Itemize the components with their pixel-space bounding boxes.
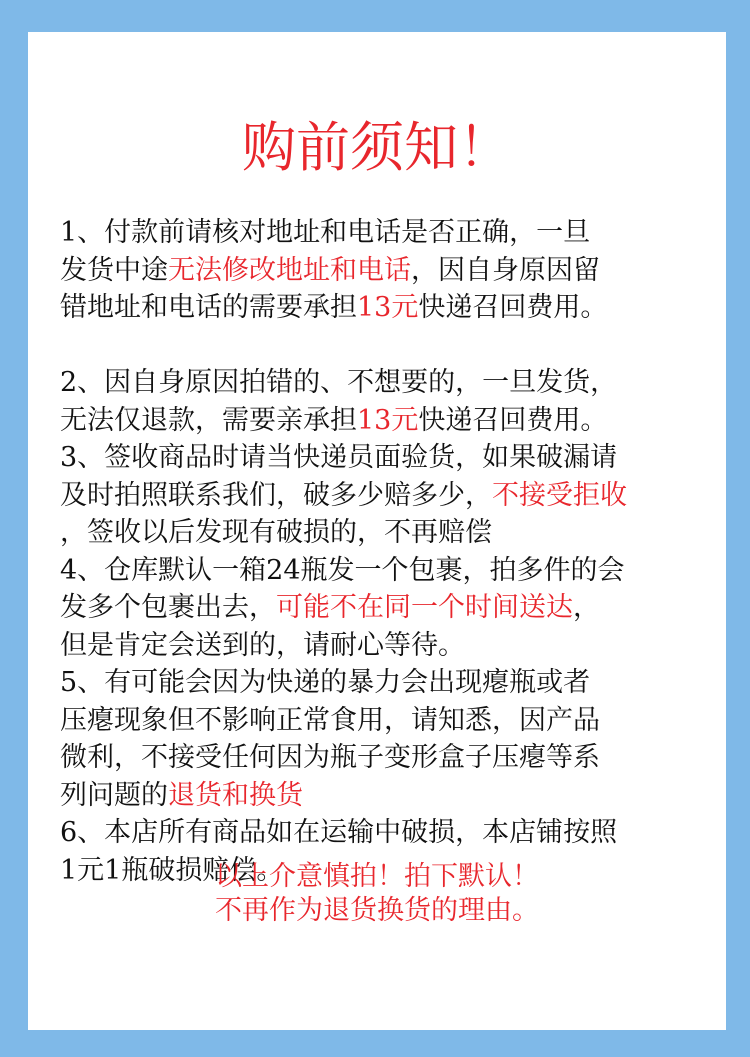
notice-line xyxy=(60,439,720,477)
notice-line xyxy=(60,402,720,440)
highlight-text: 不接受拒收 xyxy=(492,479,627,511)
highlight-text: 可能不在同一个时间送达 xyxy=(276,592,573,623)
text-segment: 压瘪现象但不影响正常食用，请知悉，因产品 xyxy=(60,704,600,736)
text-segment: 1、付款前请核对地址和电话是否正确，一旦 xyxy=(60,217,591,248)
notice-line xyxy=(60,739,720,777)
text-segment: 列问题的 xyxy=(60,779,168,811)
text-segment: 错地址和电话的需要承担 xyxy=(60,292,357,323)
notice-line xyxy=(60,702,720,740)
notice-line xyxy=(60,364,720,402)
highlight-text: 13元 xyxy=(357,404,419,436)
text-segment: 发货中途 xyxy=(60,254,168,286)
highlight-text: 退货和换货 xyxy=(168,779,303,811)
closing-line: 以上介意慎拍！拍下默认！ xyxy=(215,861,539,892)
closing-line: 不再作为退货换货的理由。 xyxy=(215,895,539,926)
text-segment: 及时拍照联系我们，破多少赔多少， xyxy=(60,479,492,511)
notice-card xyxy=(28,32,726,1030)
notice-line xyxy=(60,252,720,290)
text-segment: 5、有可能会因为快递的暴力会出现瘪瓶或者 xyxy=(60,667,591,698)
notice-line xyxy=(60,552,720,590)
text-segment: 发多个包裹出去， xyxy=(60,592,276,623)
text-segment: 微利，不接受任何因为瓶子变形盒子压瘪等系 xyxy=(60,742,600,773)
notice-line xyxy=(60,814,720,852)
highlight-text: 无法修改地址和电话 xyxy=(168,254,411,286)
text-segment: 3、签收商品时请当快递员面验货，如果破漏请 xyxy=(60,442,618,473)
notice-line xyxy=(60,477,720,515)
text-segment: 快递召回费用。 xyxy=(418,404,608,436)
text-segment: ，因自身原因留 xyxy=(411,254,600,286)
text-segment: 但是肯定会送到的，请耐心等待。 xyxy=(60,629,465,661)
notice-line xyxy=(60,627,720,665)
notice-body xyxy=(60,214,720,889)
text-segment: 快递召回费用。 xyxy=(418,292,608,323)
highlight-text: 13元 xyxy=(357,292,419,323)
text-segment: 6、本店所有商品如在运输中破损，本店铺按照 xyxy=(60,817,618,848)
text-segment: 1元1瓶破损赔偿。 xyxy=(60,854,284,886)
text-segment: 无法仅退款，需要亲承担 xyxy=(60,404,357,436)
text-segment: ， xyxy=(573,592,600,623)
notice-line xyxy=(60,289,720,327)
closing-warning xyxy=(28,860,726,928)
notice-line xyxy=(60,514,720,552)
text-segment: ，签收以后发现有破损的，不再赔偿 xyxy=(60,517,492,548)
text-segment: 2、因自身原因拍错的、不想要的，一旦发货， xyxy=(60,367,618,398)
notice-line xyxy=(60,664,720,702)
text-segment: 4、仓库默认一箱24瓶发一个包裹，拍多件的会 xyxy=(60,554,625,586)
page-title: 购前须知！ xyxy=(242,116,512,179)
notice-line xyxy=(60,589,720,627)
blank-line xyxy=(60,327,720,365)
notice-line xyxy=(60,214,720,252)
notice-line xyxy=(60,777,720,815)
